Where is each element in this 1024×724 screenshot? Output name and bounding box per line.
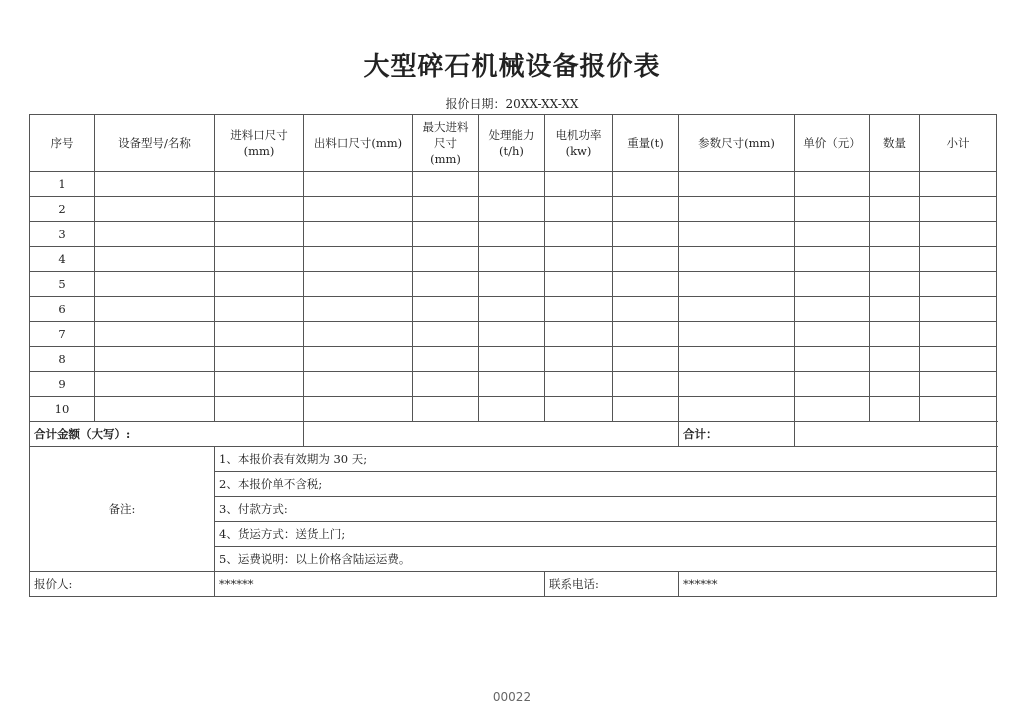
table-row bbox=[30, 222, 997, 247]
table-cell[interactable] bbox=[613, 322, 679, 347]
table-cell[interactable] bbox=[870, 347, 920, 372]
table-cell[interactable] bbox=[545, 197, 613, 222]
table-cell[interactable] bbox=[795, 297, 870, 322]
header-feed-size: 进料口尺寸 (mm) bbox=[215, 115, 304, 172]
table-cell[interactable] bbox=[795, 172, 870, 197]
table-cell[interactable] bbox=[215, 347, 304, 372]
table-cell[interactable] bbox=[479, 297, 545, 322]
header-max-feed-size: 最大进料 尺寸 (mm) bbox=[413, 115, 479, 172]
table-cell[interactable] bbox=[479, 272, 545, 297]
table-cell[interactable] bbox=[479, 247, 545, 272]
table-cell[interactable] bbox=[870, 197, 920, 222]
table-cell[interactable] bbox=[95, 247, 215, 272]
table-header-row bbox=[30, 115, 997, 172]
table-cell[interactable] bbox=[215, 272, 304, 297]
table-cell[interactable] bbox=[795, 197, 870, 222]
table-cell[interactable] bbox=[95, 297, 215, 322]
table-cell[interactable] bbox=[304, 197, 413, 222]
table-cell[interactable] bbox=[795, 347, 870, 372]
table-cell[interactable] bbox=[613, 222, 679, 247]
phone-label: 联系电话: bbox=[545, 572, 679, 597]
page-number: 00022 bbox=[492, 690, 532, 704]
note-item: 5、运费说明：以上价格含陆运运费。 bbox=[215, 547, 997, 572]
page-title: 大型碎石机械设备报价表 bbox=[363, 52, 661, 82]
table-row bbox=[30, 272, 997, 297]
table-row bbox=[30, 172, 997, 197]
table-cell[interactable] bbox=[215, 197, 304, 222]
table-cell[interactable] bbox=[545, 372, 613, 397]
header-model: 设备型号/名称 bbox=[95, 115, 215, 172]
notes-label: 备注: bbox=[30, 447, 215, 572]
table-cell[interactable] bbox=[479, 172, 545, 197]
table-cell[interactable] bbox=[95, 397, 215, 422]
table-cell[interactable] bbox=[304, 347, 413, 372]
table-cell[interactable] bbox=[545, 222, 613, 247]
total-caps-value[interactable] bbox=[304, 422, 679, 447]
table-cell[interactable] bbox=[479, 397, 545, 422]
table-cell[interactable] bbox=[679, 222, 795, 247]
table-cell[interactable] bbox=[920, 197, 997, 222]
row-serial: 8 bbox=[30, 347, 95, 372]
table-cell[interactable] bbox=[920, 372, 997, 397]
table-cell[interactable] bbox=[95, 322, 215, 347]
table-cell[interactable] bbox=[870, 322, 920, 347]
header-capacity: 处理能力 (t/h) bbox=[479, 115, 545, 172]
row-serial: 10 bbox=[30, 397, 95, 422]
table-cell[interactable] bbox=[679, 272, 795, 297]
table-cell[interactable] bbox=[613, 172, 679, 197]
table-cell[interactable] bbox=[870, 247, 920, 272]
table-cell[interactable] bbox=[413, 322, 479, 347]
table-cell[interactable] bbox=[679, 347, 795, 372]
table-cell[interactable] bbox=[215, 372, 304, 397]
table-cell[interactable] bbox=[679, 397, 795, 422]
table-row bbox=[30, 322, 997, 347]
total-value[interactable] bbox=[795, 422, 997, 447]
table-cell[interactable] bbox=[795, 397, 870, 422]
table-cell[interactable] bbox=[870, 297, 920, 322]
table-cell[interactable] bbox=[413, 247, 479, 272]
header-dimensions: 参数尺寸(mm) bbox=[679, 115, 795, 172]
table-cell[interactable] bbox=[679, 197, 795, 222]
table-cell[interactable] bbox=[795, 247, 870, 272]
table-cell[interactable] bbox=[613, 247, 679, 272]
table-cell[interactable] bbox=[795, 322, 870, 347]
table-cell[interactable] bbox=[795, 272, 870, 297]
table-cell[interactable] bbox=[920, 172, 997, 197]
table-cell[interactable] bbox=[304, 222, 413, 247]
phone-value[interactable]: ****** bbox=[679, 572, 997, 597]
table-cell[interactable] bbox=[920, 347, 997, 372]
table-cell[interactable] bbox=[95, 172, 215, 197]
header-weight: 重量(t) bbox=[613, 115, 679, 172]
header-motor-power: 电机功率 (kw) bbox=[545, 115, 613, 172]
table-cell[interactable] bbox=[95, 372, 215, 397]
table-cell[interactable] bbox=[413, 222, 479, 247]
table-cell[interactable] bbox=[479, 197, 545, 222]
total-label: 合计： bbox=[679, 422, 795, 447]
row-serial: 3 bbox=[30, 222, 95, 247]
table-cell[interactable] bbox=[413, 172, 479, 197]
header-serial: 序号 bbox=[30, 115, 95, 172]
table-cell[interactable] bbox=[545, 172, 613, 197]
table-cell[interactable] bbox=[613, 197, 679, 222]
table-cell[interactable] bbox=[215, 247, 304, 272]
header-unit-price: 单价（元） bbox=[795, 115, 870, 172]
row-serial: 7 bbox=[30, 322, 95, 347]
table-cell[interactable] bbox=[795, 372, 870, 397]
table-cell[interactable] bbox=[920, 272, 997, 297]
table-cell[interactable] bbox=[95, 347, 215, 372]
table-cell[interactable] bbox=[613, 297, 679, 322]
table-cell[interactable] bbox=[870, 397, 920, 422]
table-cell[interactable] bbox=[95, 197, 215, 222]
table-cell[interactable] bbox=[870, 222, 920, 247]
header-subtotal: 小计 bbox=[920, 115, 997, 172]
table-cell[interactable] bbox=[613, 372, 679, 397]
note-item: 1、本报价表有效期为 30 天; bbox=[215, 447, 997, 472]
table-row bbox=[30, 347, 997, 372]
row-serial: 2 bbox=[30, 197, 95, 222]
total-caps-label: 合计金额（大写）: bbox=[30, 422, 304, 447]
header-quantity: 数量 bbox=[870, 115, 920, 172]
table-cell[interactable] bbox=[920, 222, 997, 247]
table-cell[interactable] bbox=[920, 397, 997, 422]
row-serial: 4 bbox=[30, 247, 95, 272]
table-cell[interactable] bbox=[545, 347, 613, 372]
table-cell[interactable] bbox=[413, 347, 479, 372]
quote-date: 报价日期：20XX-XX-XX bbox=[445, 97, 579, 111]
table-cell[interactable] bbox=[545, 247, 613, 272]
table-cell[interactable] bbox=[304, 322, 413, 347]
table-cell[interactable] bbox=[795, 222, 870, 247]
note-item: 2、本报价单不含税; bbox=[215, 472, 997, 497]
row-serial: 6 bbox=[30, 297, 95, 322]
header-discharge-size: 出料口尺寸(mm) bbox=[304, 115, 413, 172]
table-cell[interactable] bbox=[613, 347, 679, 372]
table-cell[interactable] bbox=[479, 322, 545, 347]
table-cell[interactable] bbox=[304, 172, 413, 197]
table-cell[interactable] bbox=[545, 297, 613, 322]
table-cell[interactable] bbox=[479, 347, 545, 372]
table-cell[interactable] bbox=[870, 272, 920, 297]
table-row bbox=[30, 247, 997, 272]
table-cell[interactable] bbox=[304, 272, 413, 297]
table-cell[interactable] bbox=[413, 372, 479, 397]
quote-table bbox=[29, 114, 997, 597]
row-serial: 1 bbox=[30, 172, 95, 197]
table-row bbox=[30, 197, 997, 222]
table-cell[interactable] bbox=[413, 272, 479, 297]
note-item: 3、付款方式: bbox=[215, 497, 997, 522]
table-row bbox=[30, 397, 997, 422]
table-cell[interactable] bbox=[215, 297, 304, 322]
table-cell[interactable] bbox=[920, 247, 997, 272]
table-row bbox=[30, 372, 997, 397]
table-cell[interactable] bbox=[679, 322, 795, 347]
table-cell[interactable] bbox=[304, 297, 413, 322]
table-cell[interactable] bbox=[679, 247, 795, 272]
table-cell[interactable] bbox=[413, 297, 479, 322]
table-cell[interactable] bbox=[920, 322, 997, 347]
table-cell[interactable] bbox=[304, 372, 413, 397]
table-cell[interactable] bbox=[215, 322, 304, 347]
table-cell[interactable] bbox=[304, 247, 413, 272]
table-cell[interactable] bbox=[545, 322, 613, 347]
footer-row bbox=[30, 572, 997, 597]
table-cell[interactable] bbox=[304, 397, 413, 422]
quoter-value[interactable]: ****** bbox=[215, 572, 545, 597]
note-item: 4、货运方式：送货上门; bbox=[215, 522, 997, 547]
table-cell[interactable] bbox=[479, 372, 545, 397]
row-serial: 5 bbox=[30, 272, 95, 297]
table-cell[interactable] bbox=[920, 297, 997, 322]
table-cell[interactable] bbox=[679, 297, 795, 322]
table-cell[interactable] bbox=[613, 397, 679, 422]
table-cell[interactable] bbox=[679, 372, 795, 397]
total-row bbox=[30, 422, 997, 447]
table-cell[interactable] bbox=[215, 222, 304, 247]
table-cell[interactable] bbox=[545, 397, 613, 422]
table-cell[interactable] bbox=[479, 222, 545, 247]
table-cell[interactable] bbox=[870, 172, 920, 197]
table-cell[interactable] bbox=[95, 272, 215, 297]
table-cell[interactable] bbox=[413, 197, 479, 222]
table-cell[interactable] bbox=[215, 397, 304, 422]
table-cell[interactable] bbox=[613, 272, 679, 297]
row-serial: 9 bbox=[30, 372, 95, 397]
table-cell[interactable] bbox=[95, 222, 215, 247]
table-cell[interactable] bbox=[679, 172, 795, 197]
table-row bbox=[30, 297, 997, 322]
table-cell[interactable] bbox=[215, 172, 304, 197]
table-cell[interactable] bbox=[413, 397, 479, 422]
quoter-label: 报价人: bbox=[30, 572, 215, 597]
table-cell[interactable] bbox=[545, 272, 613, 297]
table-cell[interactable] bbox=[870, 372, 920, 397]
note-row bbox=[30, 447, 997, 472]
